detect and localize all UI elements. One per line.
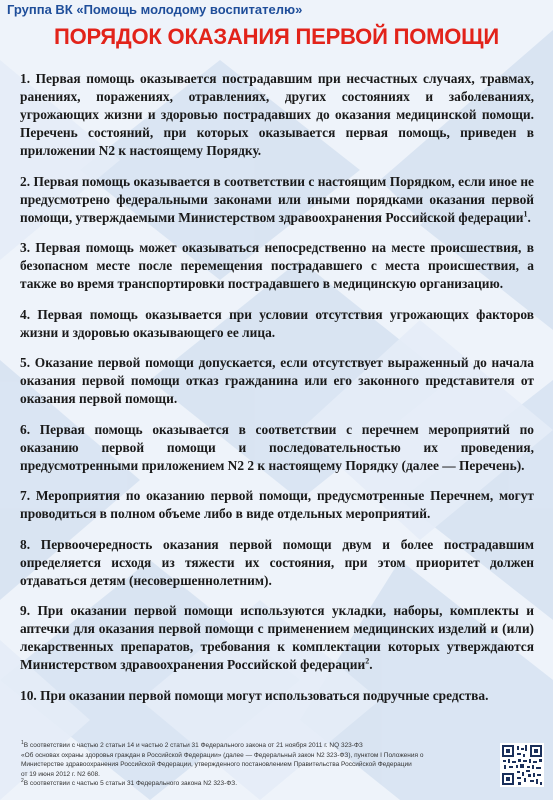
rule-item-10: 10. При оказании первой помощи могут использоваться подручные средства. — [20, 687, 489, 703]
rule-item-9 — [20, 602, 534, 674]
rule-item-2-end: . — [527, 209, 531, 225]
rule-item-9-text: 9. При оказании первой помощи используются укладки, наборы, комплекты и аптечки для оказания первой помощи с применением медицинских изделий и (или) лекарственных препаратов, требования к комплектации которых утверждаются Министерством здравоохранения Российской федерации — [20, 603, 534, 672]
group-header: Группа ВК «Помощь молодому воспитателю» — [7, 2, 303, 17]
rule-item-4: 4. Первая помощь оказывается при условии отсутствия угрожающих факторов жизни и здоровью оказывающего ее лица. — [20, 306, 534, 340]
rule-item-5: 5. Оказание первой помощи допускается, если отсутствует выраженный до начала оказания первой помощи отказ гражданина или его законного представителя от оказания первой помощи. — [20, 355, 534, 406]
rule-item-2 — [20, 173, 534, 227]
footnote-2-mark: 2 — [21, 777, 24, 784]
rule-item-1: 1. Первая помощь оказывается пострадавшим при несчастных случаях, травмах, ранениях, поражениях, отравлениях, других состояниях и заболеваниях, угрожающих жизни и здоровью пострадавших до оказания медицинской помощи. Перечень состояний, при которых оказывается первая помощь, приведен в приложении N2 к настоящему Порядку. — [20, 71, 534, 158]
rule-item-3: 3. Первая помощь может оказываться непосредственно на месте происшествия, в безопасном месте после перемещения пострадавшего с места происшествия, а также во время транспортировки пострадавшего в медицинскую организацию. — [20, 240, 534, 291]
footnote-ref-1: 1 — [523, 209, 528, 219]
rule-item-8: 8. Первоочередность оказания первой помощи двум и более пострадавшим определяется исходя из тяжести их состояния, при этом приоритет должен отдаваться детям (несовершеннолетним). — [20, 536, 534, 588]
footnote-2-text-1: В соответствии с частью 5 статьи 31 Федерального закона N2 323-ФЗ. — [23, 780, 237, 787]
rule-item-6: 6. Первая помощь оказывается в соответствии с перечнем мероприятий по оказанию первой помощи и последовательностью их проведения, предусмотренными приложением N2 2 к настоящему Порядку (далее — Перечень). — [20, 421, 534, 473]
footnote-2-line-1 — [21, 779, 489, 789]
rule-item-9-end: . — [369, 657, 373, 672]
footnote-1-line-1 — [21, 741, 489, 751]
rules-list — [20, 70, 534, 717]
footnote-ref-2: 2 — [365, 656, 370, 666]
footnote-1-line-4: от 19 июня 2012 г. N2 608. — [21, 770, 100, 778]
footnote-1-line-3: Министерстве здравоохранения Российской Федерации, утвержденного постановлением Правительства Российской Федерации — [21, 761, 412, 768]
rule-item-7: 7. Мероприятия по оказанию первой помощи, предусмотренные Перечнем, могут проводиться в полном объеме либо в виде отдельных мероприятий. — [20, 488, 534, 521]
footnote-1-line-2: «Об основах охраны здоровья граждан в Российской Федерации» (далее — Федеральный закон N2 323-ФЗ), пунктом I Положения о — [21, 751, 424, 759]
qr-code-icon — [500, 743, 544, 787]
footnotes — [21, 741, 489, 789]
footnote-1-mark: 1 — [21, 739, 24, 746]
footnote-1-text-1: В соответствии с частью 2 статьи 14 и частью 2 статьи 31 Федерального закона от 21 ноября 2011 г. NQ 323-ФЗ — [23, 742, 363, 749]
page-title: ПОРЯДОК ОКАЗАНИЯ ПЕРВОЙ ПОМОЩИ — [53, 24, 500, 49]
qr-code — [500, 743, 544, 787]
rule-item-2-text: 2. Первая помощь оказывается в соответствии с настоящим Порядком, если иное не предусмотрено федеральными законами или иными порядками оказания первой помощи, утверждаемыми Министерством здравоохранения Российской федерации — [20, 173, 534, 225]
